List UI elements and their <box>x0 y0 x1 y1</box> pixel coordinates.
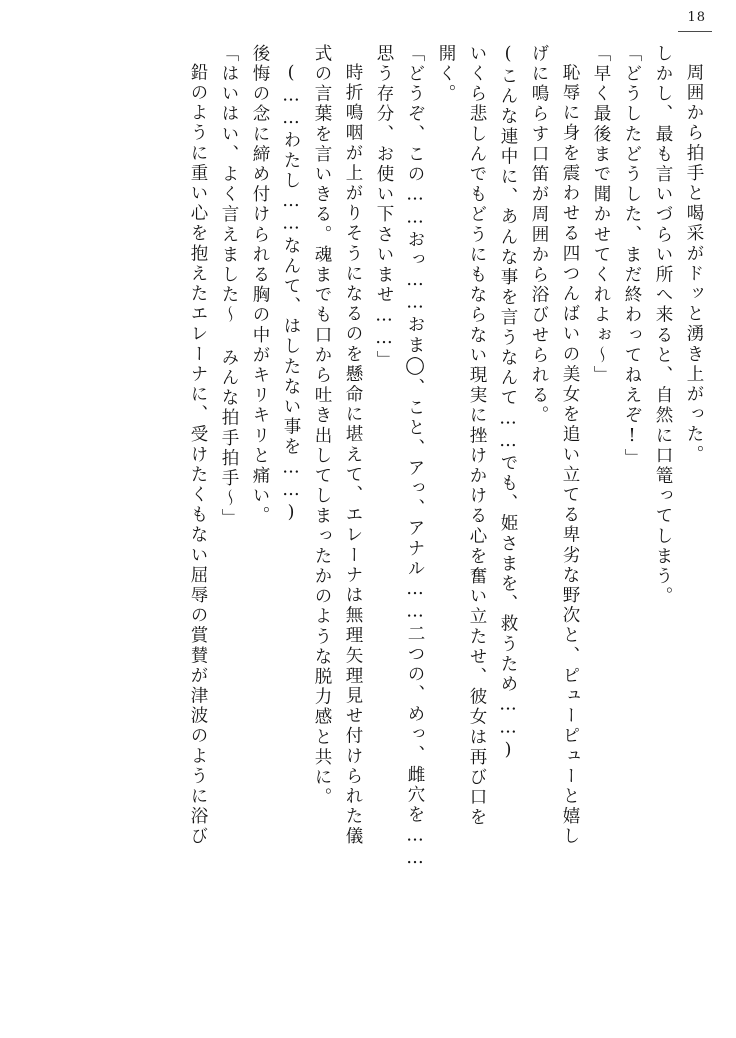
text-line: 「どうしたどうした、まだ終わってねえぞ!」 <box>622 44 642 469</box>
text-line: 鉛のように重い心を抱えたエレーナに、受けたくもない屈辱の賞賛が津波のように浴び <box>188 63 208 847</box>
text-line: げに鳴らす口笛が周囲から浴びせられる。 <box>529 44 549 426</box>
text-line: 「はいはい、よく言えました〜 みんな拍手拍手〜」 <box>219 44 239 529</box>
vertical-text-body <box>40 44 702 1014</box>
text-line: 時折鳴咽が上がりそうになるのを懸命に堪えて、エレーナは無理矢理見せ付けられた儀 <box>343 63 363 847</box>
text-line: 恥辱に身を震わせる四つんばいの美女を追い立てる卑劣な野次と、ピューピューと嬉し <box>560 63 580 847</box>
text-line: (……わたし……なんて、はしたない事を……) <box>281 63 301 526</box>
text-line: しかし、最も言いづらい所へ来ると、自然に口篭ってしまう。 <box>653 44 673 607</box>
text-line: 式の言葉を言いきる。魂までも口から吐き出してしまったかのような脱力感と共に。 <box>312 44 332 808</box>
text-line: 周囲から拍手と喝采がドッと湧き上がった。 <box>684 63 704 465</box>
text-line: 開く。 <box>436 44 456 105</box>
text-line: 後悔の念に締め付けられる胸の中がキリキリと痛い。 <box>250 44 270 527</box>
text-line: 思う存分、お使い下さいませ……」 <box>374 44 394 371</box>
text-line: いくら悲しんでもどうにもならない現実に挫けかける心を奮い立たせ、彼女は再び口を <box>467 44 487 828</box>
text-line: 「早く最後まで聞かせてくれよぉ〜」 <box>591 44 611 386</box>
page-number-rule <box>678 31 712 32</box>
text-line: (こんな連中に、あんな事を言うなんて……でも、姫さまを、救うため……) <box>498 44 518 763</box>
page-number: 18 <box>687 10 706 25</box>
text-line: 「どうぞ、この……おっ……おま◯、こと、アっ、アナル……二つの、めっ、雌穴を…… <box>405 44 425 871</box>
